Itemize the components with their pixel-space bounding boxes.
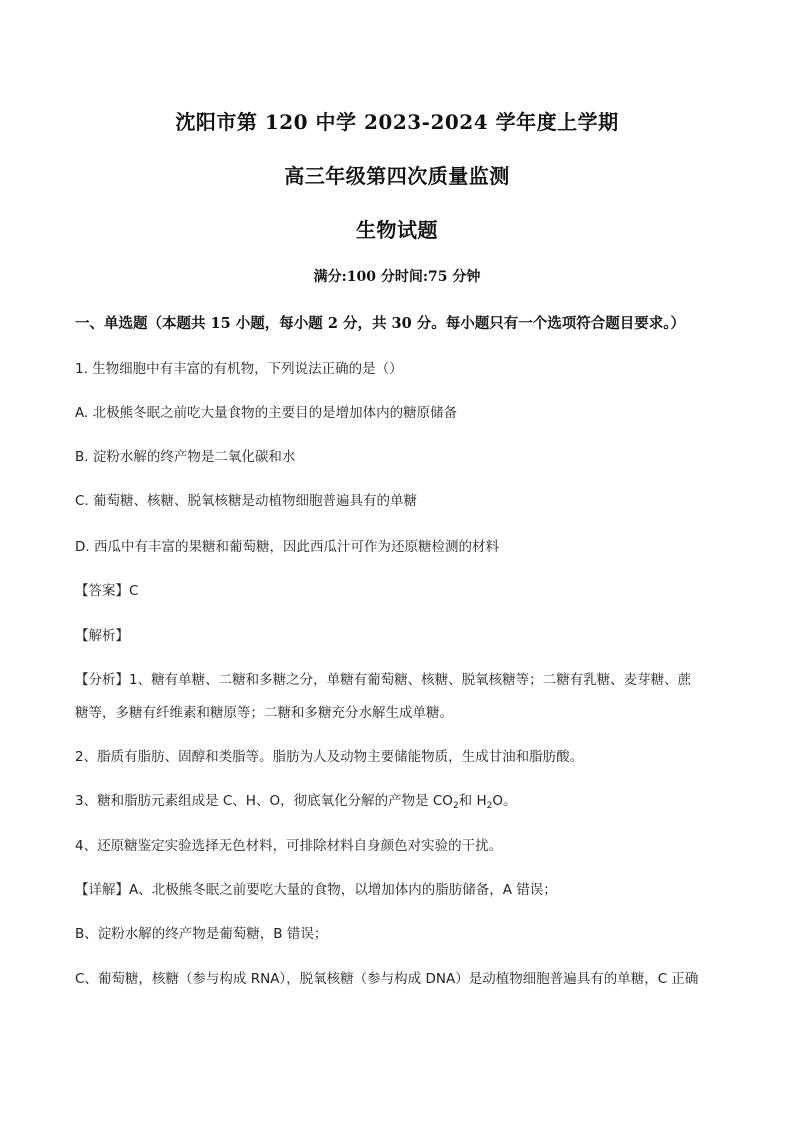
option-d: D. 西瓜中有丰富的果糖和葡萄糖，因此西瓜汁可作为还原糖检测的材料 — [75, 539, 499, 555]
h2o-subscript: 2 — [486, 801, 493, 811]
exam-title-grade: 高三年级第四次质量监测 — [284, 164, 510, 188]
analysis-point-4: 4、还原糖鉴定实验选择无色材料，可排除材料自身颜色对实验的干扰。 — [75, 838, 503, 854]
detail-a: 【详解】A、北极熊冬眠之前要吃大量的食物，以增加体内的脂肪储备，A 错误； — [75, 882, 557, 898]
analysis-point-1-line-2: 糖等，多糖有纤维素和糖原等；二糖和多糖充分水解生成单糖。 — [75, 705, 453, 721]
answer-label: 【答案】C — [75, 583, 139, 599]
analysis-point-2: 2、脂质有脂肪、固醇和类脂等。脂肪为人及动物主要储能物质，生成甘油和脂肪酸。 — [75, 749, 584, 765]
score-time-info: 满分:100 分时间:75 分钟 — [313, 269, 481, 285]
section-heading: 一、单选题（本题共 15 小题，每小题 2 分，共 30 分。每小题只有一个选项符合题目要求。） — [75, 315, 685, 332]
exam-title-school: 沈阳市第 120 中学 2023-2024 学年度上学期 — [175, 110, 619, 134]
detail-c: C、葡萄糖，核糖（参与构成 RNA），脱氧核糖（参与构成 DNA）是动植物细胞普遍具有的单糖，C 正确 — [75, 971, 699, 987]
analysis-label: 【解析】 — [75, 628, 129, 644]
option-a: A. 北极熊冬眠之前吃大量食物的主要目的是增加体内的糖原储备 — [75, 405, 458, 421]
option-c: C. 葡萄糖、核糖、脱氧核糖是动植物细胞普遍具有的单糖 — [75, 493, 418, 509]
co2-subscript: 2 — [452, 801, 459, 811]
detail-b: B、淀粉水解的终产物是葡萄糖，B 错误； — [75, 926, 328, 942]
point-3-mid: 和 H — [458, 793, 487, 809]
option-b: B. 淀粉水解的终产物是二氧化碳和水 — [75, 449, 296, 465]
point-3-end: O。 — [492, 793, 517, 809]
point-3-text: 3、糖和脂肪元素组成是 C、H、O，彻底氧化分解的产物是 CO — [75, 793, 453, 809]
exam-title-subject: 生物试题 — [356, 218, 438, 242]
question-stem: 1. 生物细胞中有丰富的有机物，下列说法正确的是（） — [75, 361, 403, 377]
analysis-point-3 — [75, 789, 517, 811]
analysis-point-1-line-1: 【分析】1、糖有单糖、二糖和多糖之分，单糖有葡萄糖、核糖、脱氧核糖等；二糖有乳糖、麦芽糖、蔗 — [75, 672, 692, 688]
